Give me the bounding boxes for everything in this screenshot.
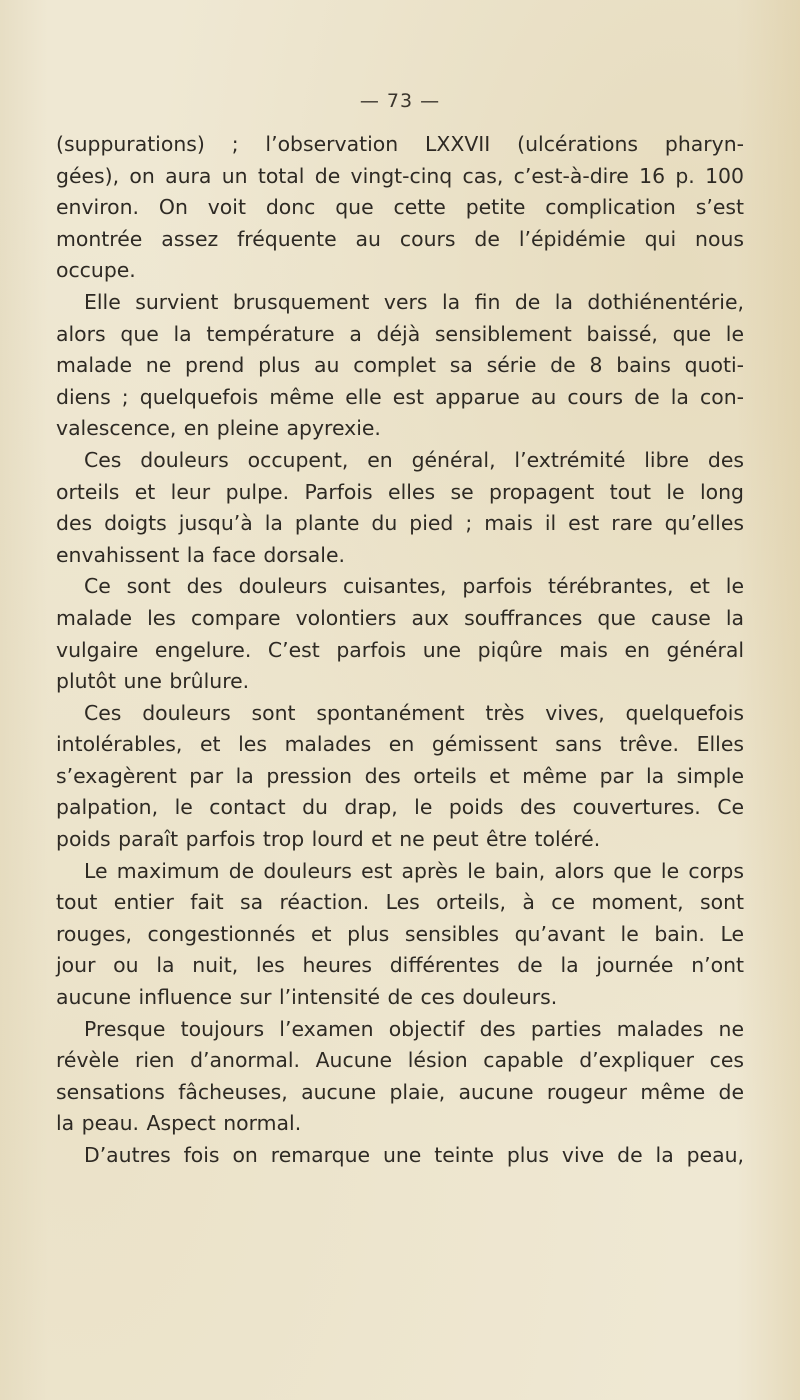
text-line: vulgaire engelure. C’est parfois une piqûre mais en général xyxy=(56,637,744,662)
text-line: aucune influence sur l’intensité de ces douleurs. xyxy=(56,985,558,1010)
text-line: rouges, congestionnés et plus sensibles qu’avant le bain. Le xyxy=(56,921,744,946)
text-line: plutôt une brûlure. xyxy=(56,669,250,694)
text-line: malade ne prend plus au complet sa série de 8 bains quoti- xyxy=(56,353,744,378)
body-text xyxy=(56,129,744,1172)
text-line: orteils et leur pulpe. Parfois elles se propagent tout le long xyxy=(56,479,744,504)
text-line: valescence, en pleine apyrexie. xyxy=(56,416,381,441)
text-line: montrée assez fréquente au cours de l’épidémie qui nous xyxy=(56,226,744,251)
text-line: envahissent la face dorsale. xyxy=(56,542,345,567)
text-line: poids paraît parfois trop lourd et ne peut être toléré. xyxy=(56,827,601,852)
page-number: — 73 — xyxy=(359,90,441,112)
text-line: tout entier fait sa réaction. Les orteils, à ce moment, sont xyxy=(56,890,744,915)
text-line: la peau. Aspect normal. xyxy=(56,1111,302,1136)
text-line: des doigts jusqu’à la plante du pied ; mais il est rare qu’elles xyxy=(56,511,744,536)
text-line: sensations fâcheuses, aucune plaie, aucune rougeur même de xyxy=(56,1079,744,1104)
text-line: D’autres fois on remarque une teinte plus vive de la peau, xyxy=(84,1143,744,1167)
text-line: Ces douleurs sont spontanément très vives, quelquefois xyxy=(84,700,744,725)
text-line: Elle survient brusquement vers la fin de la dothiénentérie, xyxy=(84,289,744,314)
text-line: jour ou la nuit, les heures différentes de la journée n’ont xyxy=(56,953,744,978)
text-line: palpation, le contact du drap, le poids des couvertures. Ce xyxy=(56,795,744,820)
text-line: Presque toujours l’examen objectif des parties malades ne xyxy=(84,1016,744,1041)
text-line: s’exagèrent par la pression des orteils et même par la simple xyxy=(56,763,744,788)
text-line: révèle rien d’anormal. Aucune lésion capable d’expliquer ces xyxy=(56,1048,744,1073)
text-line: Ce sont des douleurs cuisantes, parfois térébrantes, et le xyxy=(84,574,744,599)
text-line: intolérables, et les malades en gémissent sans trêve. Elles xyxy=(56,732,744,757)
text-line: alors que la température a déjà sensiblement baissé, que le xyxy=(56,321,744,346)
text-line: Le maximum de douleurs est après le bain, alors que le corps xyxy=(84,858,744,883)
text-line: environ. On voit donc que cette petite complication s’est xyxy=(56,195,744,220)
text-line: malade les compare volontiers aux souffrances que cause la xyxy=(56,605,744,630)
text-line: occupe. xyxy=(56,258,136,283)
text-line: gées), on aura un total de vingt-cinq cas, c’est-à-dire 16 p. 100 xyxy=(56,163,744,188)
text-line: (suppurations) ; l’observation LXXVII (ulcérations pharyn- xyxy=(56,132,744,156)
text-line: Ces douleurs occupent, en général, l’extrémité libre des xyxy=(84,447,744,472)
text-line: diens ; quelquefois même elle est apparue au cours de la con- xyxy=(56,384,744,409)
